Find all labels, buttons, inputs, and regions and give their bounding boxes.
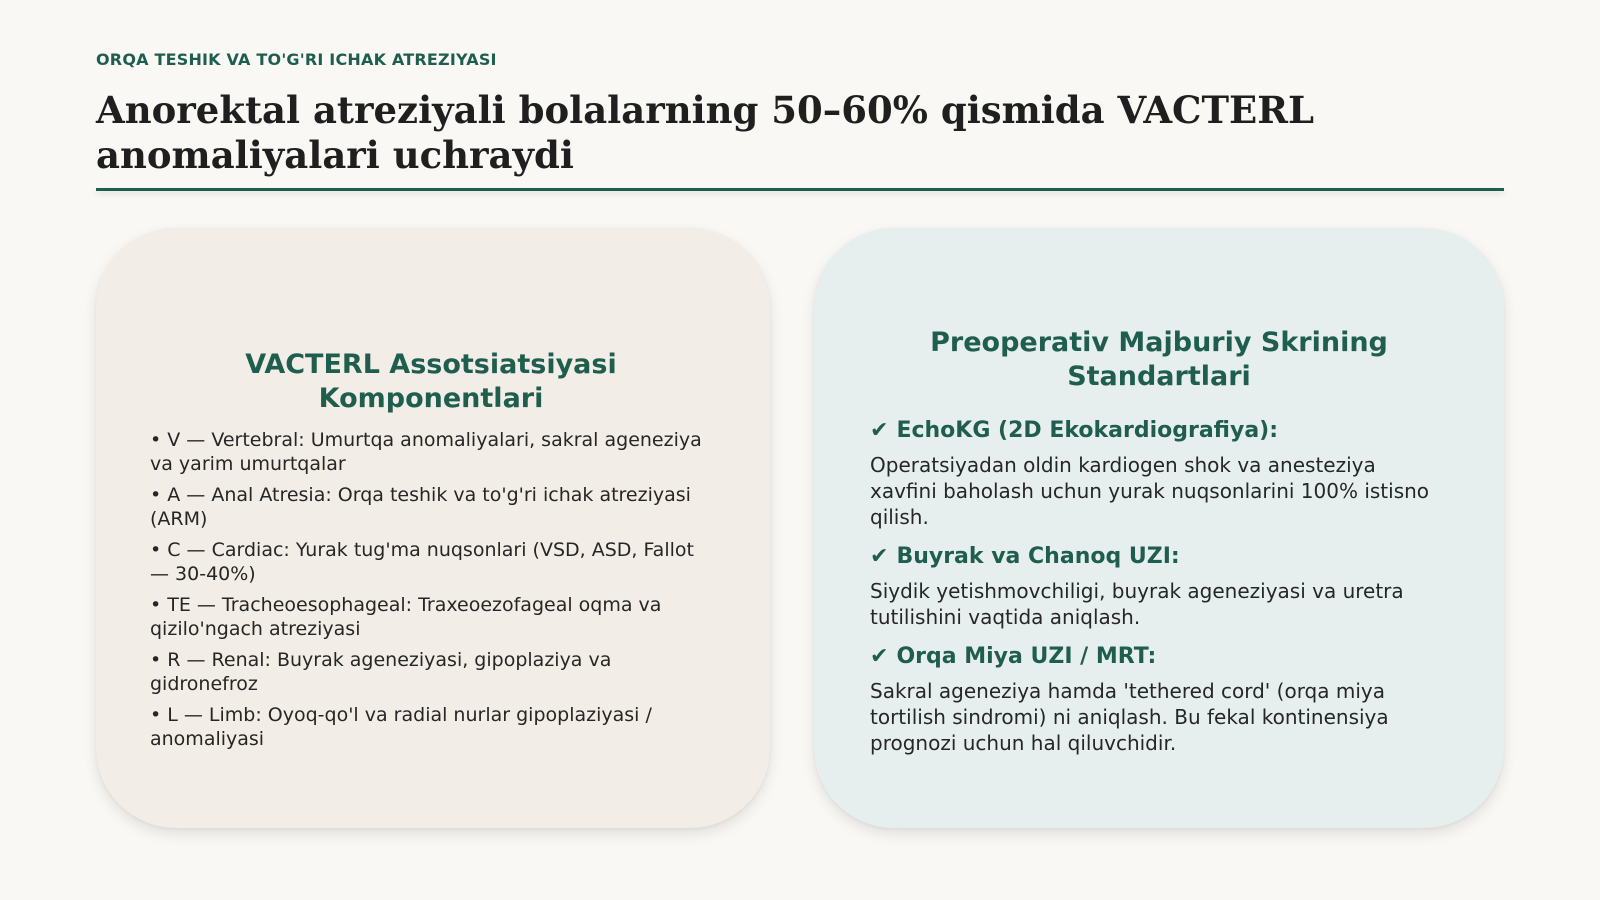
vacterl-list (150, 428, 712, 751)
checkmark-icon: ✔ (870, 644, 889, 669)
screening-card-title: Preoperativ Majburiy Skrining Standartlari (930, 327, 1388, 392)
section-body: Sakral ageneziya hamda 'tethered cord' (orqa miya tortilish sindromi) ni aniqlash. Bu fekal kontinensiya prognozi uchun hal qiluvchidir. (870, 679, 1389, 755)
section-heading-text: Buyrak va Chanoq UZI: (896, 544, 1180, 569)
section-kicker: ORQA TESHIK VA TO'G'RI ICHAK ATREZIYASI (96, 50, 497, 69)
section-heading (870, 416, 1448, 446)
slide-title: Anorektal atreziyali bolalarning 50–60% qismida VACTERL anomaliyalari uchraydi (96, 88, 1315, 177)
list-item: • TE — Tracheoesophageal: Traxeoezofageal oqma va qizilo'ngach atreziyasi (150, 594, 662, 640)
section-heading-text: Orqa Miya UZI / MRT: (896, 644, 1157, 669)
screening-standards-card (814, 228, 1504, 828)
list-item: • V — Vertebral: Umurtqa anomaliyalari, sakral ageneziya va yarim umurtqalar (150, 429, 702, 475)
list-item: • R — Renal: Buyrak ageneziyasi, gipoplaziya va gidronefroz (150, 649, 612, 695)
list-item: • C — Cardiac: Yurak tug'ma nuqsonlari (VSD, ASD, Fallot — 30-40%) (150, 539, 694, 585)
vacterl-components-card (96, 228, 770, 828)
section-body: Operatsiyadan oldin kardiogen shok va anesteziya xavfini baholash uchun yurak nuqsonlarini 100% istisno qilish. (870, 453, 1430, 529)
section-heading (870, 542, 1448, 572)
screening-section-renal (870, 542, 1448, 630)
vacterl-card-title: VACTERL Assotsiatsiyasi Komponentlari (245, 349, 617, 414)
section-body: Siydik yetishmovchiligi, buyrak ageneziyasi va uretra tutilishini vaqtida aniqlash. (870, 579, 1404, 629)
section-heading (870, 642, 1448, 672)
section-heading-text: EchoKG (2D Ekokardiografiya): (896, 418, 1279, 443)
screening-section-echo (870, 416, 1448, 530)
screening-section-spine (870, 642, 1448, 756)
list-item: • A — Anal Atresia: Orqa teshik va to'g'ri ichak atreziyasi (ARM) (150, 484, 691, 530)
checkmark-icon: ✔ (870, 544, 889, 569)
title-divider (96, 188, 1504, 191)
checkmark-icon: ✔ (870, 418, 889, 443)
list-item: • L — Limb: Oyoq-qo'l va radial nurlar gipoplaziyasi / anomaliyasi (150, 704, 652, 750)
